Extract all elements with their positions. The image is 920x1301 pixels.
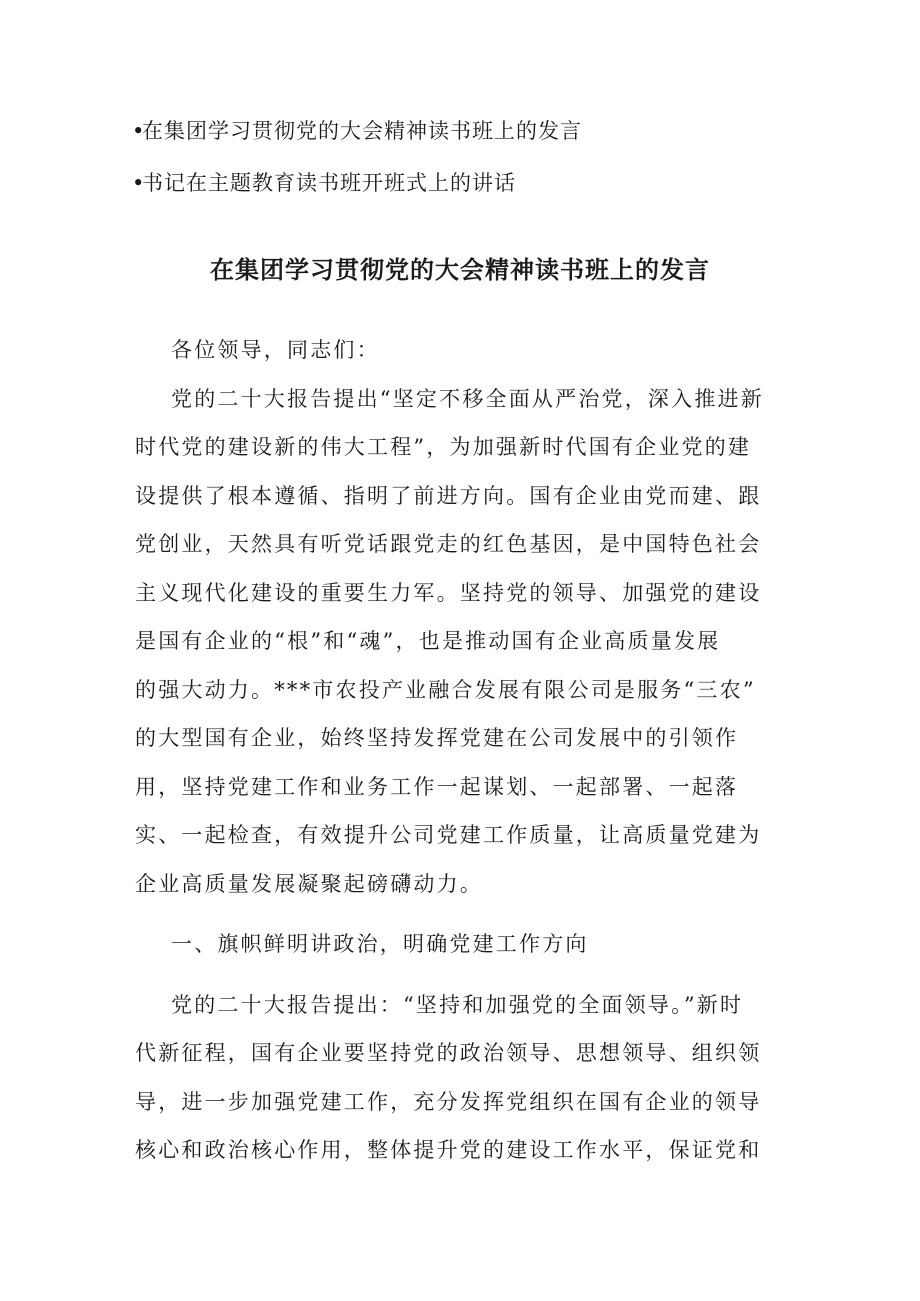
bullet-icon: • [132,171,146,195]
paragraph-1 [135,379,775,913]
text-line: 的大型国有企业，始终坚持发挥党建在公司发展中的引领作 [135,726,739,750]
text-line: 党的二十大报告提出“坚定不移全面从严治党，深入推进新 [171,386,764,411]
toc-item-label: 在集团学习贯彻党的大会精神读书班上的发言 [142,119,582,143]
text-line: 是国有企业的“根”和“魂”，也是推动国有企业高质量发展 [135,629,721,653]
text-line: 用，坚持党建工作和业务工作一起谋划、一起部署、一起落 [135,774,739,799]
document-title: 在集团学习贯彻党的大会精神读书班上的发言 [210,256,710,284]
toc-item[interactable] [132,116,832,146]
document-body [135,330,775,1179]
text-line: 时代党的建设新的伟大工程”，为加强新时代国有企业党的建 [135,435,752,459]
text-line: 代新征程，国有企业要坚持党的政治领导、思想领导、组织领 [135,1041,762,1065]
salutation: 各位领导，同志们： [171,338,380,362]
text-line: 核心和政治核心作用，整体提升党的建设工作水平，保证党和 [135,1138,762,1162]
toc-item[interactable] [132,168,832,198]
paragraph-2 [135,985,775,1179]
toc-item-label: 书记在主题教育读书班开班式上的讲话 [142,171,516,195]
section-heading: 一、旗帜鲜明讲政治，明确党建工作方向 [171,932,589,956]
text-line: 主义现代化建设的重要生力军。坚持党的领导、加强党的建设 [135,580,762,605]
text-line: 导，进一步加强党建工作，充分发挥党组织在国有企业的领导 [135,1089,762,1114]
text-line: 党创业，天然具有听党话跟党走的红色基因，是中国特色社会 [135,532,762,556]
text-line: 的强大动力。***市农投产业融合发展有限公司是服务“三农” [135,677,756,702]
text-line: 企业高质量发展凝聚起磅礴动力。 [135,871,483,896]
text-line: 党的二十大报告提出：“坚持和加强党的全面领导。”新时 [171,992,744,1017]
text-line: 设提供了根本遵循、指明了前进方向。国有企业由党而建、跟 [135,483,762,508]
text-line: 实、一起检查，有效提升公司党建工作质量，让高质量党建为 [135,823,762,847]
table-of-contents [132,116,832,220]
bullet-icon: • [132,119,146,143]
